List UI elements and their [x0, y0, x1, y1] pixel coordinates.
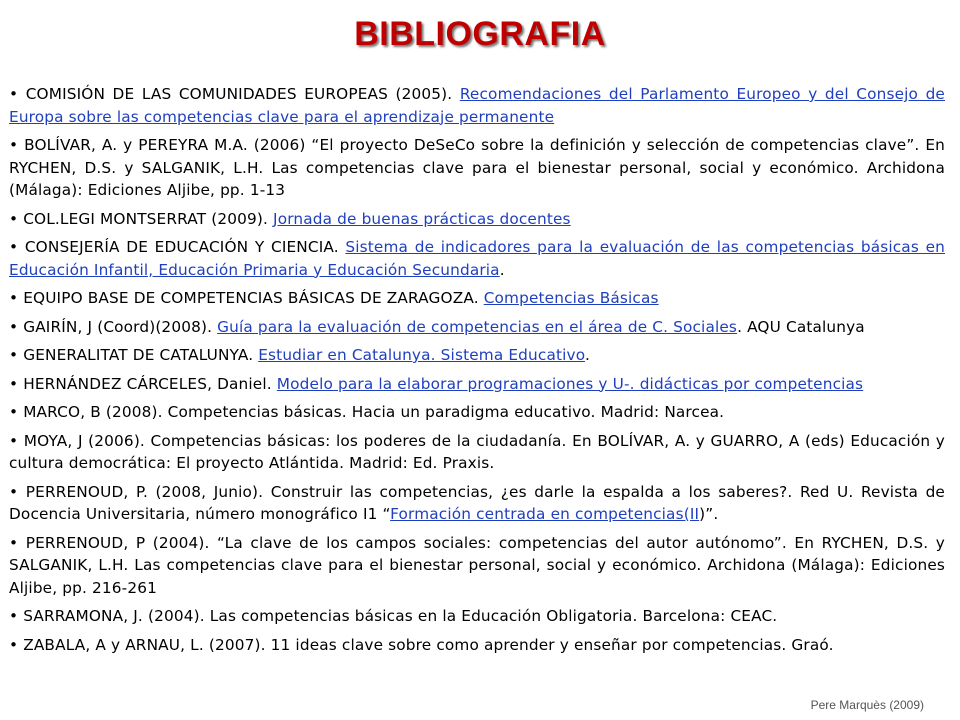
page-title: BIBLIOGRAFIA — [354, 15, 606, 53]
bullet-icon: • — [9, 403, 24, 421]
reference-item — [9, 344, 945, 367]
reference-text-suffix: )”. — [699, 505, 719, 523]
reference-item — [9, 373, 945, 396]
reference-text: GAIRÍN, J (Coord)(2008). — [23, 317, 218, 336]
reference-text: MARCO, B (2008). Competencias básicas. Hacia un paradigma educativo. Madrid: Narcea. — [23, 403, 725, 421]
reference-text: PERRENOUD, P (2004). “La clave de los campos sociales: competencias del autor autónomo”. En RYCHEN, D.S. y SALGANIK, L.H. Las competencias clave para el bienestar personal, social y económico. Archidona (Málaga): Ediciones Aljibe, pp. 216-261 — [9, 533, 945, 597]
reference-text-suffix: . — [584, 346, 590, 364]
reference-item — [9, 481, 945, 526]
reference-link[interactable]: Jornada de buenas prácticas docentes — [273, 209, 571, 228]
reference-text-suffix: . — [499, 260, 505, 279]
bullet-icon: • — [9, 607, 24, 625]
reference-item — [9, 401, 945, 424]
bullet-icon: • — [9, 635, 24, 654]
reference-text: MOYA, J (2006). Competencias básicas: los poderes de la ciudadanía. En BOLÍVAR, A. y GUARRO, A (eds) Educación y cultura democrática: El proyecto Atlántida. Madrid: Ed. Praxis. — [9, 431, 946, 472]
reference-item — [9, 236, 945, 281]
reference-text: EQUIPO BASE DE COMPETENCIAS BÁSICAS DE ZARAGOZA. — [23, 289, 484, 307]
reference-item — [9, 287, 945, 310]
bullet-icon: • — [9, 533, 26, 552]
bullet-icon: • — [9, 238, 25, 256]
reference-text: PERRENOUD, P. (2008, Junio). Construir las competencias, ¿es darle la espalda a los saberes?. Red U. Revista de Docencia Universitaria, número monográfico I1 “ — [9, 482, 945, 523]
reference-item — [9, 605, 945, 628]
author-credit: Pere Marquès (2009) — [810, 698, 924, 712]
bullet-icon: • — [9, 289, 24, 307]
reference-text-suffix: . AQU Catalunya — [737, 317, 865, 336]
reference-text: SARRAMONA, J. (2004). Las competencias básicas en la Educación Obligatoria. Barcelona: CEAC. — [23, 607, 778, 625]
reference-item — [9, 134, 945, 202]
reference-item — [9, 430, 945, 475]
reference-link[interactable]: Modelo para la elaborar programaciones y U-. didácticas por competencias — [276, 374, 864, 393]
reference-text: COMISIÓN DE LAS COMUNIDADES EUROPEAS (2005). — [25, 85, 460, 103]
reference-item — [9, 634, 945, 657]
reference-text: ZABALA, A y ARNAU, L. (2007). 11 ideas clave sobre como aprender y enseñar por competencias. Graó. — [23, 635, 834, 654]
bullet-icon: • — [9, 431, 24, 450]
reference-item — [9, 208, 945, 231]
reference-link[interactable]: Formación centrada en competencias(II — [390, 505, 700, 523]
bullet-icon: • — [9, 136, 25, 154]
reference-link[interactable]: Recomendaciones del Parlamento Europeo y del Consejo de Europa sobre las competencias clave para el aprendizaje permanente — [9, 85, 945, 126]
reference-text: GENERALITAT DE CATALUNYA. — [23, 346, 259, 364]
reference-item — [9, 532, 945, 600]
reference-link[interactable]: Sistema de indicadores para la evaluación de las competencias básicas en Educación Infantil, Educación Primaria y Educación Secundaria — [9, 238, 945, 279]
reference-text: BOLÍVAR, A. y PEREYRA M.A. (2006) “El proyecto DeSeCo sobre la definición y selección de competencias clave”. En RYCHEN, D.S. y SALGANIK, L.H. Las competencias clave para el bienestar personal, social y económico. Archidona (Málaga): Ediciones Aljibe, pp. 1-13 — [9, 136, 945, 199]
reference-text: CONSEJERÍA DE EDUCACIÓN Y CIENCIA. — [24, 238, 346, 256]
reference-text: HERNÁNDEZ CÁRCELES, Daniel. — [23, 374, 277, 393]
reference-link[interactable]: Competencias Básicas — [483, 289, 659, 307]
bullet-icon: • — [9, 317, 24, 336]
reference-item — [9, 316, 945, 339]
reference-item — [9, 83, 945, 128]
reference-link[interactable]: Estudiar en Catalunya. Sistema Educativo — [258, 346, 585, 364]
reference-text: COL.LEGI MONTSERRAT (2009). — [23, 209, 274, 228]
bullet-icon: • — [9, 209, 24, 228]
reference-link[interactable]: Guía para la evaluación de competencias en el área de C. Sociales — [217, 317, 738, 336]
bullet-icon: • — [9, 482, 26, 501]
bibliography-list — [9, 83, 945, 662]
bullet-icon: • — [9, 346, 24, 364]
bullet-icon: • — [9, 85, 26, 103]
bullet-icon: • — [9, 374, 24, 393]
